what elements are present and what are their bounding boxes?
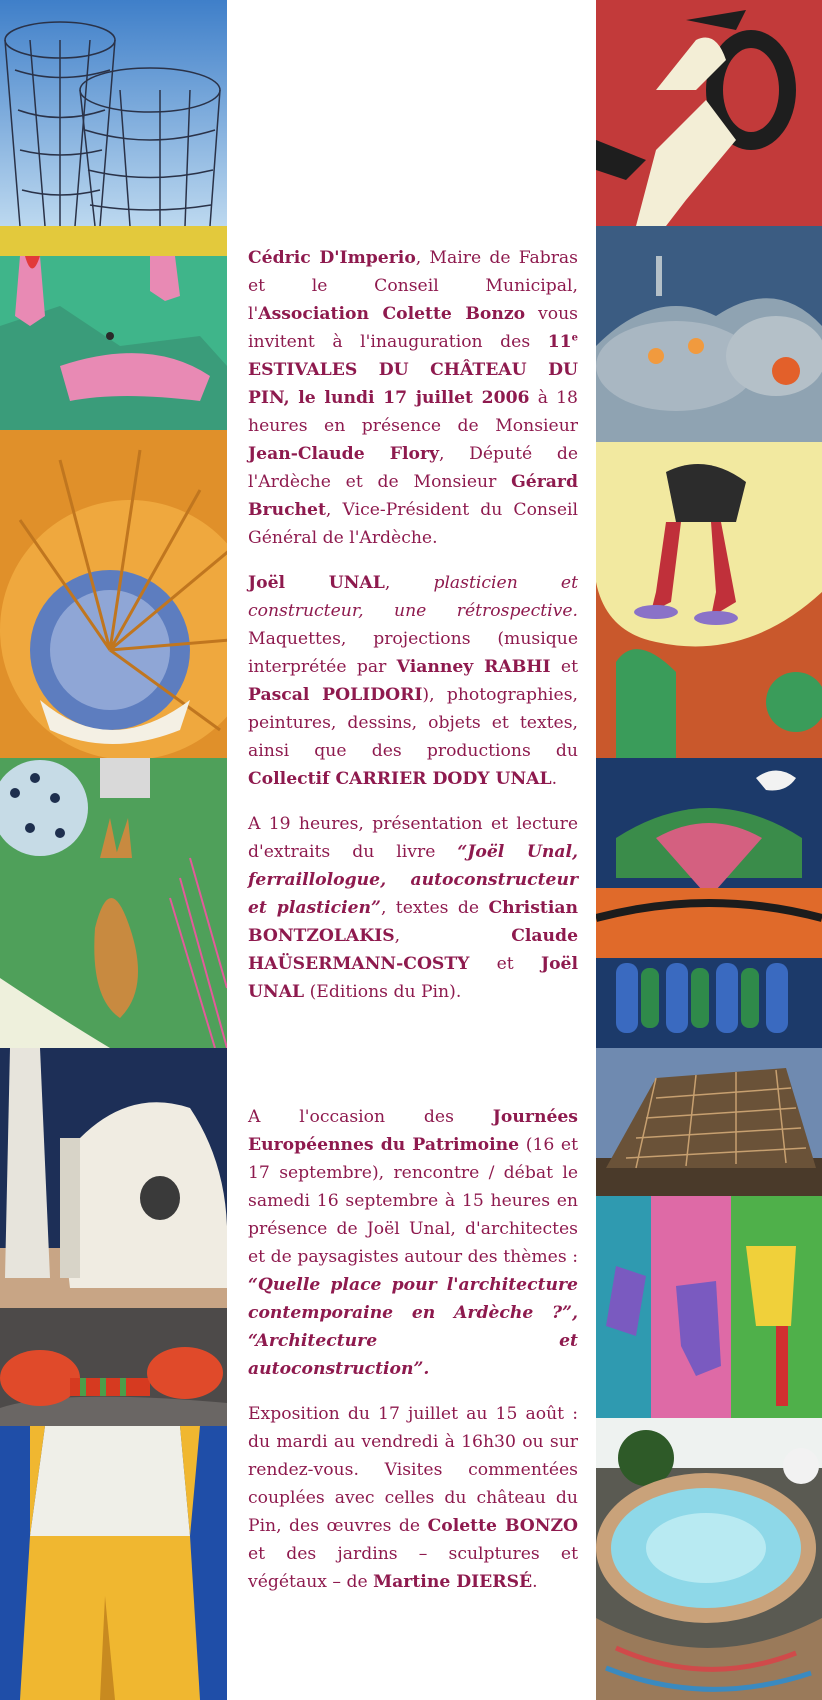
edition-suffix: e xyxy=(571,332,578,344)
collective-name: Collectif CARRIER DODY UNAL xyxy=(248,769,552,789)
musician-1: Vianney RABHI xyxy=(396,657,551,677)
painting-green-figures xyxy=(0,226,227,430)
right-image-column xyxy=(596,0,822,1700)
artist-name: Joël UNAL xyxy=(248,573,385,593)
association-name: Association Colette Bonzo xyxy=(258,304,526,324)
book-reading-paragraph: A 19 heures, présentation et lecture d'extraits du livre “Joël Unal, ferraillologue, autoconstructeur et plasticien”, textes de Christian BONTZOLAKIS, Claude HAÜSERMANN-COSTY et Joël UNAL (Editions du Pin). xyxy=(248,814,578,1002)
photo-bubble-house xyxy=(596,226,822,442)
exhibition-paragraph: Exposition du 17 juillet au 15 août : du mardi au vendredi à 16h30 ou sur rendez-vous. Visites commentées couplées avec celles du château du Pin, des œuvres de Colette BONZO et des jardins – sculptures et végétaux – de Martine DIERSÉ. xyxy=(248,1404,579,1592)
author-1: Christian BONTZOLAKIS xyxy=(248,898,578,946)
photo-red-sculptures xyxy=(0,1308,227,1426)
section-gap xyxy=(248,1023,578,1103)
vice-president-name: Gérard Bruchet xyxy=(248,472,578,520)
theme-2: “Architecture et autoconstruction” xyxy=(248,1331,578,1379)
retrospective-paragraph: Joël UNAL, plasticien et constructeur, une rétrospective. Maquettes, projections (musique interprétée par Vianney RABHI et Pascal POLIDORI), photographies, peintures, dessins, objets et textes, ainsi que des productions du Collectif CARRIER DODY UNAL. xyxy=(248,573,578,789)
photo-spiral-staircase xyxy=(0,430,227,758)
painting-yellow-figure xyxy=(0,1426,227,1700)
painting-dancing-figure xyxy=(596,442,822,758)
author-3: Joël UNAL xyxy=(248,954,578,1002)
event-name: ESTIVALES DU CHÂTEAU DU PIN, le lundi 17 juillet 2006 xyxy=(248,360,578,408)
painting-colorful-domes xyxy=(596,758,822,1048)
theme-1: “Quelle place pour l'architecture contemporaine en Ardèche ?” xyxy=(248,1275,578,1323)
painting-rabbit xyxy=(0,758,227,1048)
heritage-days-paragraph: A l'occasion des Journées Européennes du Patrimoine (16 et 17 septembre), rencontre / débat le samedi 16 septembre à 15 heures en présence de Joël Unal, d'architectes et de paysagistes autour des thèmes : “Quelle place pour l'architecture contemporaine en Ardèche ?”, “Architecture et autoconstruction”. xyxy=(248,1107,578,1379)
musician-2: Pascal POLIDORI xyxy=(248,685,423,705)
author-2: Claude HAÜSERMANN-COSTY xyxy=(248,926,578,974)
inauguration-paragraph: Cédric D'Imperio, Maire de Fabras et le Conseil Municipal, l'Association Colette Bonzo vous invitent à l'inauguration des 11e ESTIVALES DU CHÂTEAU DU PIN, le lundi 17 juillet 2006 à 18 heures en présence de Monsieur Jean-Claude Flory, Député de l'Ardèche et de Monsieur Gérard Bruchet, Vice-Président du Conseil Général de l'Ardèche. xyxy=(248,248,578,548)
artist-bonzo: Colette BONZO xyxy=(427,1516,579,1536)
left-image-column xyxy=(0,0,227,1700)
mayor-name: Cédric D'Imperio xyxy=(248,248,416,268)
photo-mosaic-pool xyxy=(596,1418,822,1700)
deputy-name: Jean-Claude Flory xyxy=(248,444,440,464)
photo-wire-sculpture xyxy=(0,0,227,226)
photo-white-sculpture xyxy=(0,1048,227,1308)
book-title: “Joël Unal, ferraillologue, autoconstructeur et plasticien” xyxy=(248,842,578,918)
invitation-text xyxy=(248,244,578,1613)
artist-dierse: Martine DIERSÉ xyxy=(373,1572,533,1592)
painting-purple-figures xyxy=(596,1196,822,1418)
edition-number: 11 xyxy=(547,332,572,352)
retrospective-subtitle: plasticien et constructeur, une rétrospective. xyxy=(248,573,578,621)
painting-red-figure xyxy=(596,0,822,226)
heritage-event: Journées Européennes du Patrimoine xyxy=(248,1107,578,1155)
photo-scaffolding xyxy=(596,1048,822,1196)
